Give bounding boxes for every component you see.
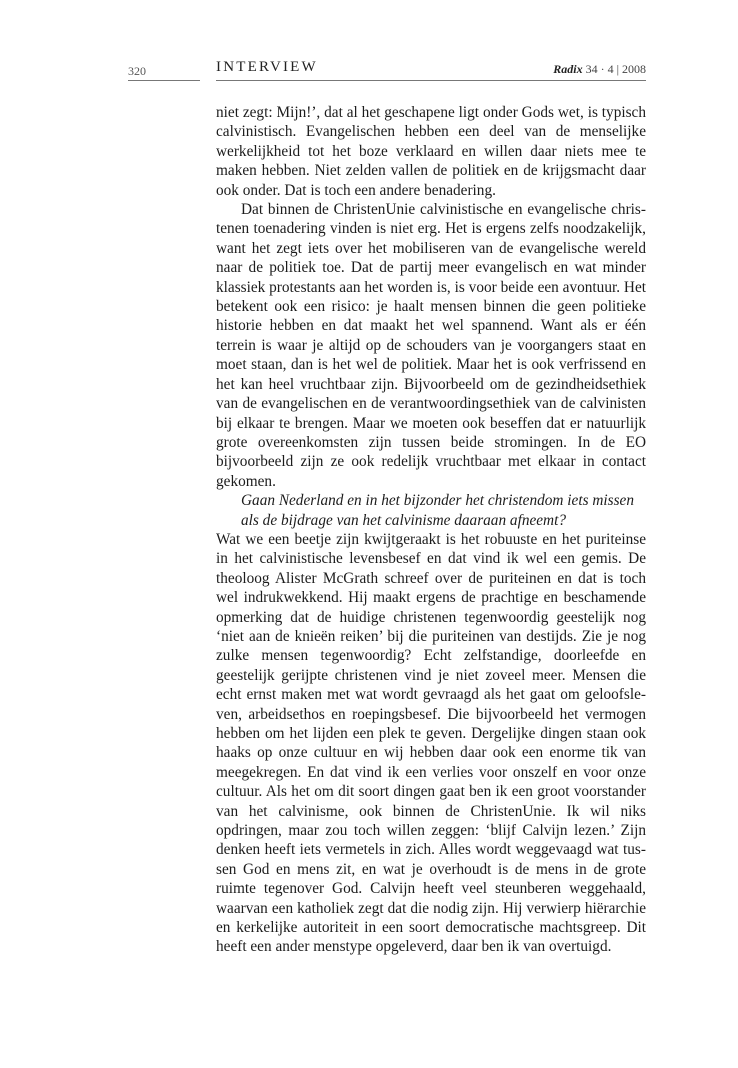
- paragraph-continued: niet zegt: Mijn!’, dat al het geschapene ligt onder Gods wet, is typisch calvinistisch. Evangelischen hebben een deel van de menselijke werkelijkheid tot het boze verklaard en willen daar niets mee te maken hebben. Niet zelden vallen de politiek en de krijgsmacht daar ook onder. Dat is toch een andere benadering.: [216, 104, 646, 199]
- article-body: [216, 103, 646, 957]
- journal-citation: [553, 62, 646, 77]
- header-rule-left: [128, 80, 200, 81]
- header-rule-right: [216, 80, 646, 81]
- journal-issue: 34 · 4 | 2008: [585, 62, 646, 76]
- journal-name: Radix: [553, 62, 583, 76]
- interview-answer: Wat we een beetje zijn kwijtgeraakt is het robuuste en het puriteinse in het calvinistische levensbesef en dat vind ik wel een gemis. De theoloog Alister McGrath schreef over de puriteinen en dat is toch wel indrukwekkend. Hij maakt ergens de prachtige en beschamende opmerking dat de huidige christenen tegenwoordig geestelijk nog ‘niet aan de knieën reiken’ bij die puriteinen van destijds. Zie je nog zulke mensen tegenwoordig? Echt zelfstandige, doorleefde en geestelijk gerijpte christenen vind je niet zoveel meer. Mensen die echt ernst maken met wat wordt gevraagd als het gaat om geloofsleven, arbeidsethos en roepingsbesef. Die bijvoorbeeld het vermogen hebben om het lijden een plek te geven. Dergelijke dingen staan ook haaks op onze cultuur en wij hebben daar ook een enorme tik van meegekregen. En dat vind ik een verlies voor onszelf en voor onze cultuur. Als het om dit soort dingen gaat ben ik een groot voorstander van het calvinisme, ook binnen de ChristenUnie. Ik wil niks opdringen, maar zou toch willen zeggen: ‘blijf Calvijn lezen.’ Zijn denken heeft iets vermetels in zich. Alles wordt weggevaagd wat tussen God en mens zit, en wat je overhoudt is de mens in de grote ruimte tegenover God. Calvijn heeft veel steunberen weggehaald, waarvan een katholiek zegt dat die nodig zijn. Hij verwierp hiërarchie en kerkelijke autoriteit in een soort democratische machtsgreep. Dit heeft een ander menstype opgeleverd, daar ben ik van overtuigd.: [216, 530, 646, 956]
- running-header: [0, 58, 738, 82]
- paragraph: Dat binnen de ChristenUnie calvinistische en evangelische christenen toenadering vinden is niet erg. Het is ergens zelfs noodzakelijk, want het zegt iets over het mobiliseren van de evangelische wereld naar de politiek toe. Dat de partij meer evangelisch en wat minder klassiek protestants aan het worden is, is voor beide een avontuur. Het betekent ook een risico: je haalt mensen binnen die geen politieke historie hebben en dat maakt het wel spannend. Want als er één terrein is waar je altijd op de schouders van je voorgangers staat en moet staan, dan is het wel de politiek. Maar het is ook verfrissend en het kan heel vruchtbaar zijn. Bijvoorbeeld om de gezindheidsethiek van de evangelischen en de verantwoordingsethiek van de calvinisten bij elkaar te brengen. Maar we moeten ook beseffen dat er natuurlijk grote overeenkomsten zijn tussen beide stromingen. In de EO bijvoorbeeld zijn ze ook redelijk vruchtbaar met elkaar in contact gekomen.: [216, 201, 646, 490]
- section-title: INTERVIEW: [216, 59, 318, 75]
- page-number: 320: [128, 64, 146, 78]
- interview-question: Gaan Nederland en in het bijzonder het christendom iets missen als de bijdrage van het calvinisme daaraan afneemt?: [241, 492, 634, 529]
